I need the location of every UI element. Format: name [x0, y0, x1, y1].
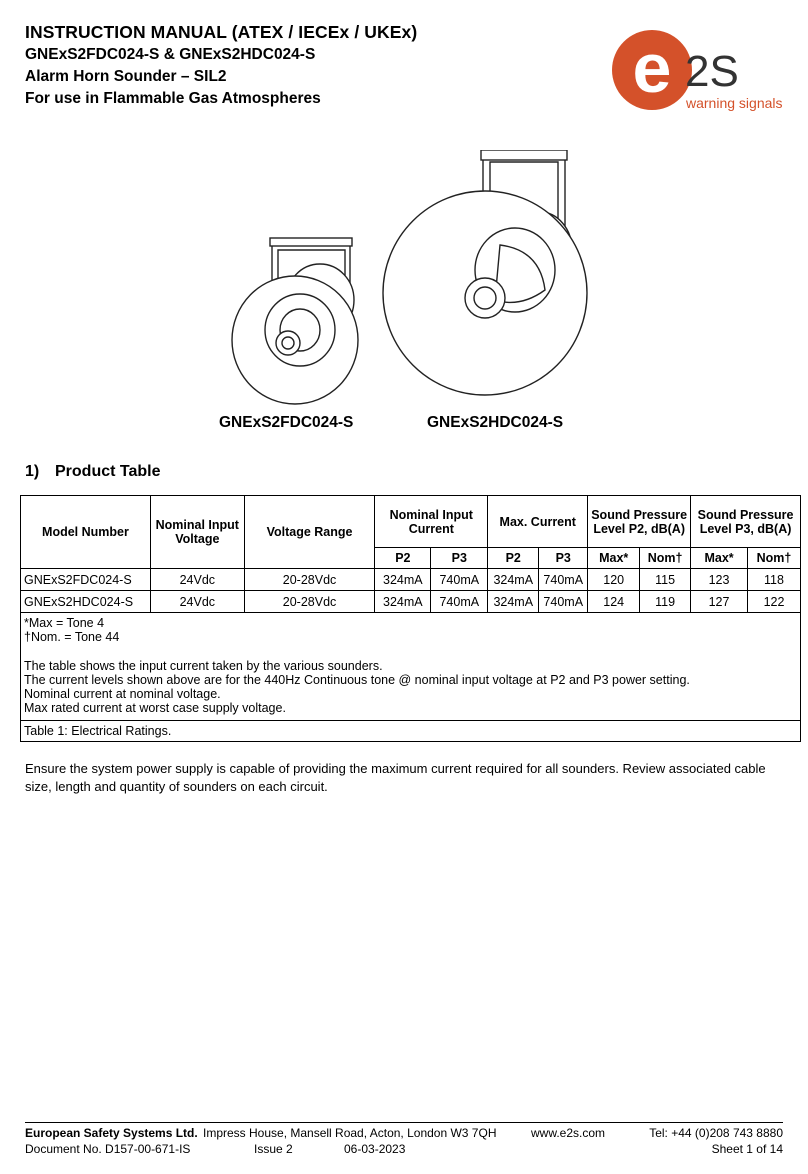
table-row	[21, 591, 801, 613]
cell-model: GNExS2HDC024-S	[21, 591, 151, 613]
subheader-p2-max: Max*	[588, 548, 640, 569]
footer-sheet: Sheet 1 of 14	[711, 1142, 783, 1156]
footer-company: European Safety Systems Ltd.	[25, 1126, 198, 1140]
header-nominal-current: Nominal Input Current	[375, 496, 488, 548]
footer-issue: Issue 2	[254, 1142, 293, 1156]
caption-small-sounder: GNExS2FDC024-S	[219, 414, 354, 431]
cell-p3-nom: 122	[748, 591, 801, 613]
page-footer	[25, 1122, 783, 1156]
cell-mc-p3: 740mA	[539, 591, 588, 613]
note-line-3: Nominal current at nominal voltage.	[24, 687, 221, 702]
cell-mc-p3: 740mA	[539, 569, 588, 591]
cell-p3-max: 123	[691, 569, 748, 591]
product-illustration	[200, 150, 620, 415]
cell-nominal-voltage: 24Vdc	[150, 569, 244, 591]
note-max-tone: *Max = Tone 4	[24, 616, 105, 630]
cell-nc-p3: 740mA	[431, 591, 488, 613]
section-number: 1)	[25, 463, 40, 480]
subheader-p2-nom: Nom†	[640, 548, 691, 569]
model-numbers: GNExS2FDC024-S & GNExS2HDC024-S	[25, 46, 316, 63]
cell-nc-p2: 324mA	[375, 591, 431, 613]
large-bracket-top	[481, 150, 567, 160]
cell-p2-nom: 115	[640, 569, 691, 591]
product-table	[20, 495, 801, 742]
logo-mark-2s: 2S	[685, 47, 739, 96]
manual-title: INSTRUCTION MANUAL (ATEX / IECEx / UKEx)	[25, 22, 418, 42]
cell-p2-max: 124	[588, 591, 640, 613]
cell-mc-p2: 324mA	[488, 591, 539, 613]
footer-address: Impress House, Mansell Road, Acton, London W3 7QH	[203, 1126, 497, 1140]
note-line-4: Max rated current at worst case supply voltage.	[24, 701, 286, 716]
table-row	[21, 569, 801, 591]
logo-mark: e	[632, 29, 672, 107]
logo-tagline: warning signals	[686, 95, 783, 111]
section-title	[25, 463, 161, 481]
cell-model: GNExS2FDC024-S	[21, 569, 151, 591]
cell-p3-nom: 118	[748, 569, 801, 591]
cell-mc-p2: 324mA	[488, 569, 539, 591]
note-nom-tone: †Nom. = Tone 44	[24, 630, 120, 645]
caption-large-sounder: GNExS2HDC024-S	[427, 414, 564, 431]
note-line-1: The table shows the input current taken by the various sounders.	[24, 658, 383, 673]
cell-voltage-range: 20-28Vdc	[244, 569, 375, 591]
product-name: Alarm Horn Sounder – SIL2	[25, 68, 227, 85]
subheader-nc-p3: P3	[431, 548, 488, 569]
footer-web-link[interactable]: www.e2s.com	[531, 1126, 606, 1140]
header-spl-p2: Sound Pressure Level P2, dB(A)	[588, 496, 691, 548]
document-header	[25, 22, 585, 112]
subheader-mc-p2: P2	[488, 548, 539, 569]
footer-date: 06-03-2023	[344, 1142, 406, 1156]
header-spl-p3: Sound Pressure Level P3, dB(A)	[691, 496, 801, 548]
subheader-nc-p2: P2	[375, 548, 431, 569]
small-bracket-top	[270, 238, 352, 246]
cell-nc-p2: 324mA	[375, 569, 431, 591]
cell-voltage-range: 20-28Vdc	[244, 591, 375, 613]
footer-telephone: Tel: +44 (0)208 743 8880	[649, 1126, 783, 1140]
footer-document-number: Document No. D157-00-671-IS	[25, 1142, 191, 1156]
cell-p2-max: 120	[588, 569, 640, 591]
header-nominal-voltage: Nominal Input Voltage	[150, 496, 244, 569]
subheader-p3-max: Max*	[691, 548, 748, 569]
usage-note: For use in Flammable Gas Atmospheres	[25, 90, 321, 107]
note-line-2: The current levels shown above are for the 440Hz Continuous tone @ nominal input voltage at P2 and P3 power setting.	[24, 672, 690, 687]
subheader-p3-nom: Nom†	[748, 548, 801, 569]
power-supply-note: Ensure the system power supply is capable of providing the maximum current required for all sounders. Review associated cable size, length and quantity of sounders on each circuit.	[25, 761, 766, 794]
header-voltage-range: Voltage Range	[244, 496, 375, 569]
cell-nc-p3: 740mA	[431, 569, 488, 591]
cell-p3-max: 127	[691, 591, 748, 613]
e2s-logo	[608, 26, 798, 116]
table-caption: Table 1: Electrical Ratings.	[21, 720, 801, 741]
subheader-mc-p3: P3	[539, 548, 588, 569]
header-model: Model Number	[21, 496, 151, 569]
header-max-current: Max. Current	[488, 496, 588, 548]
cell-nominal-voltage: 24Vdc	[150, 591, 244, 613]
table-notes	[21, 613, 801, 721]
cell-p2-nom: 119	[640, 591, 691, 613]
section-title-text: Product Table	[55, 463, 161, 480]
